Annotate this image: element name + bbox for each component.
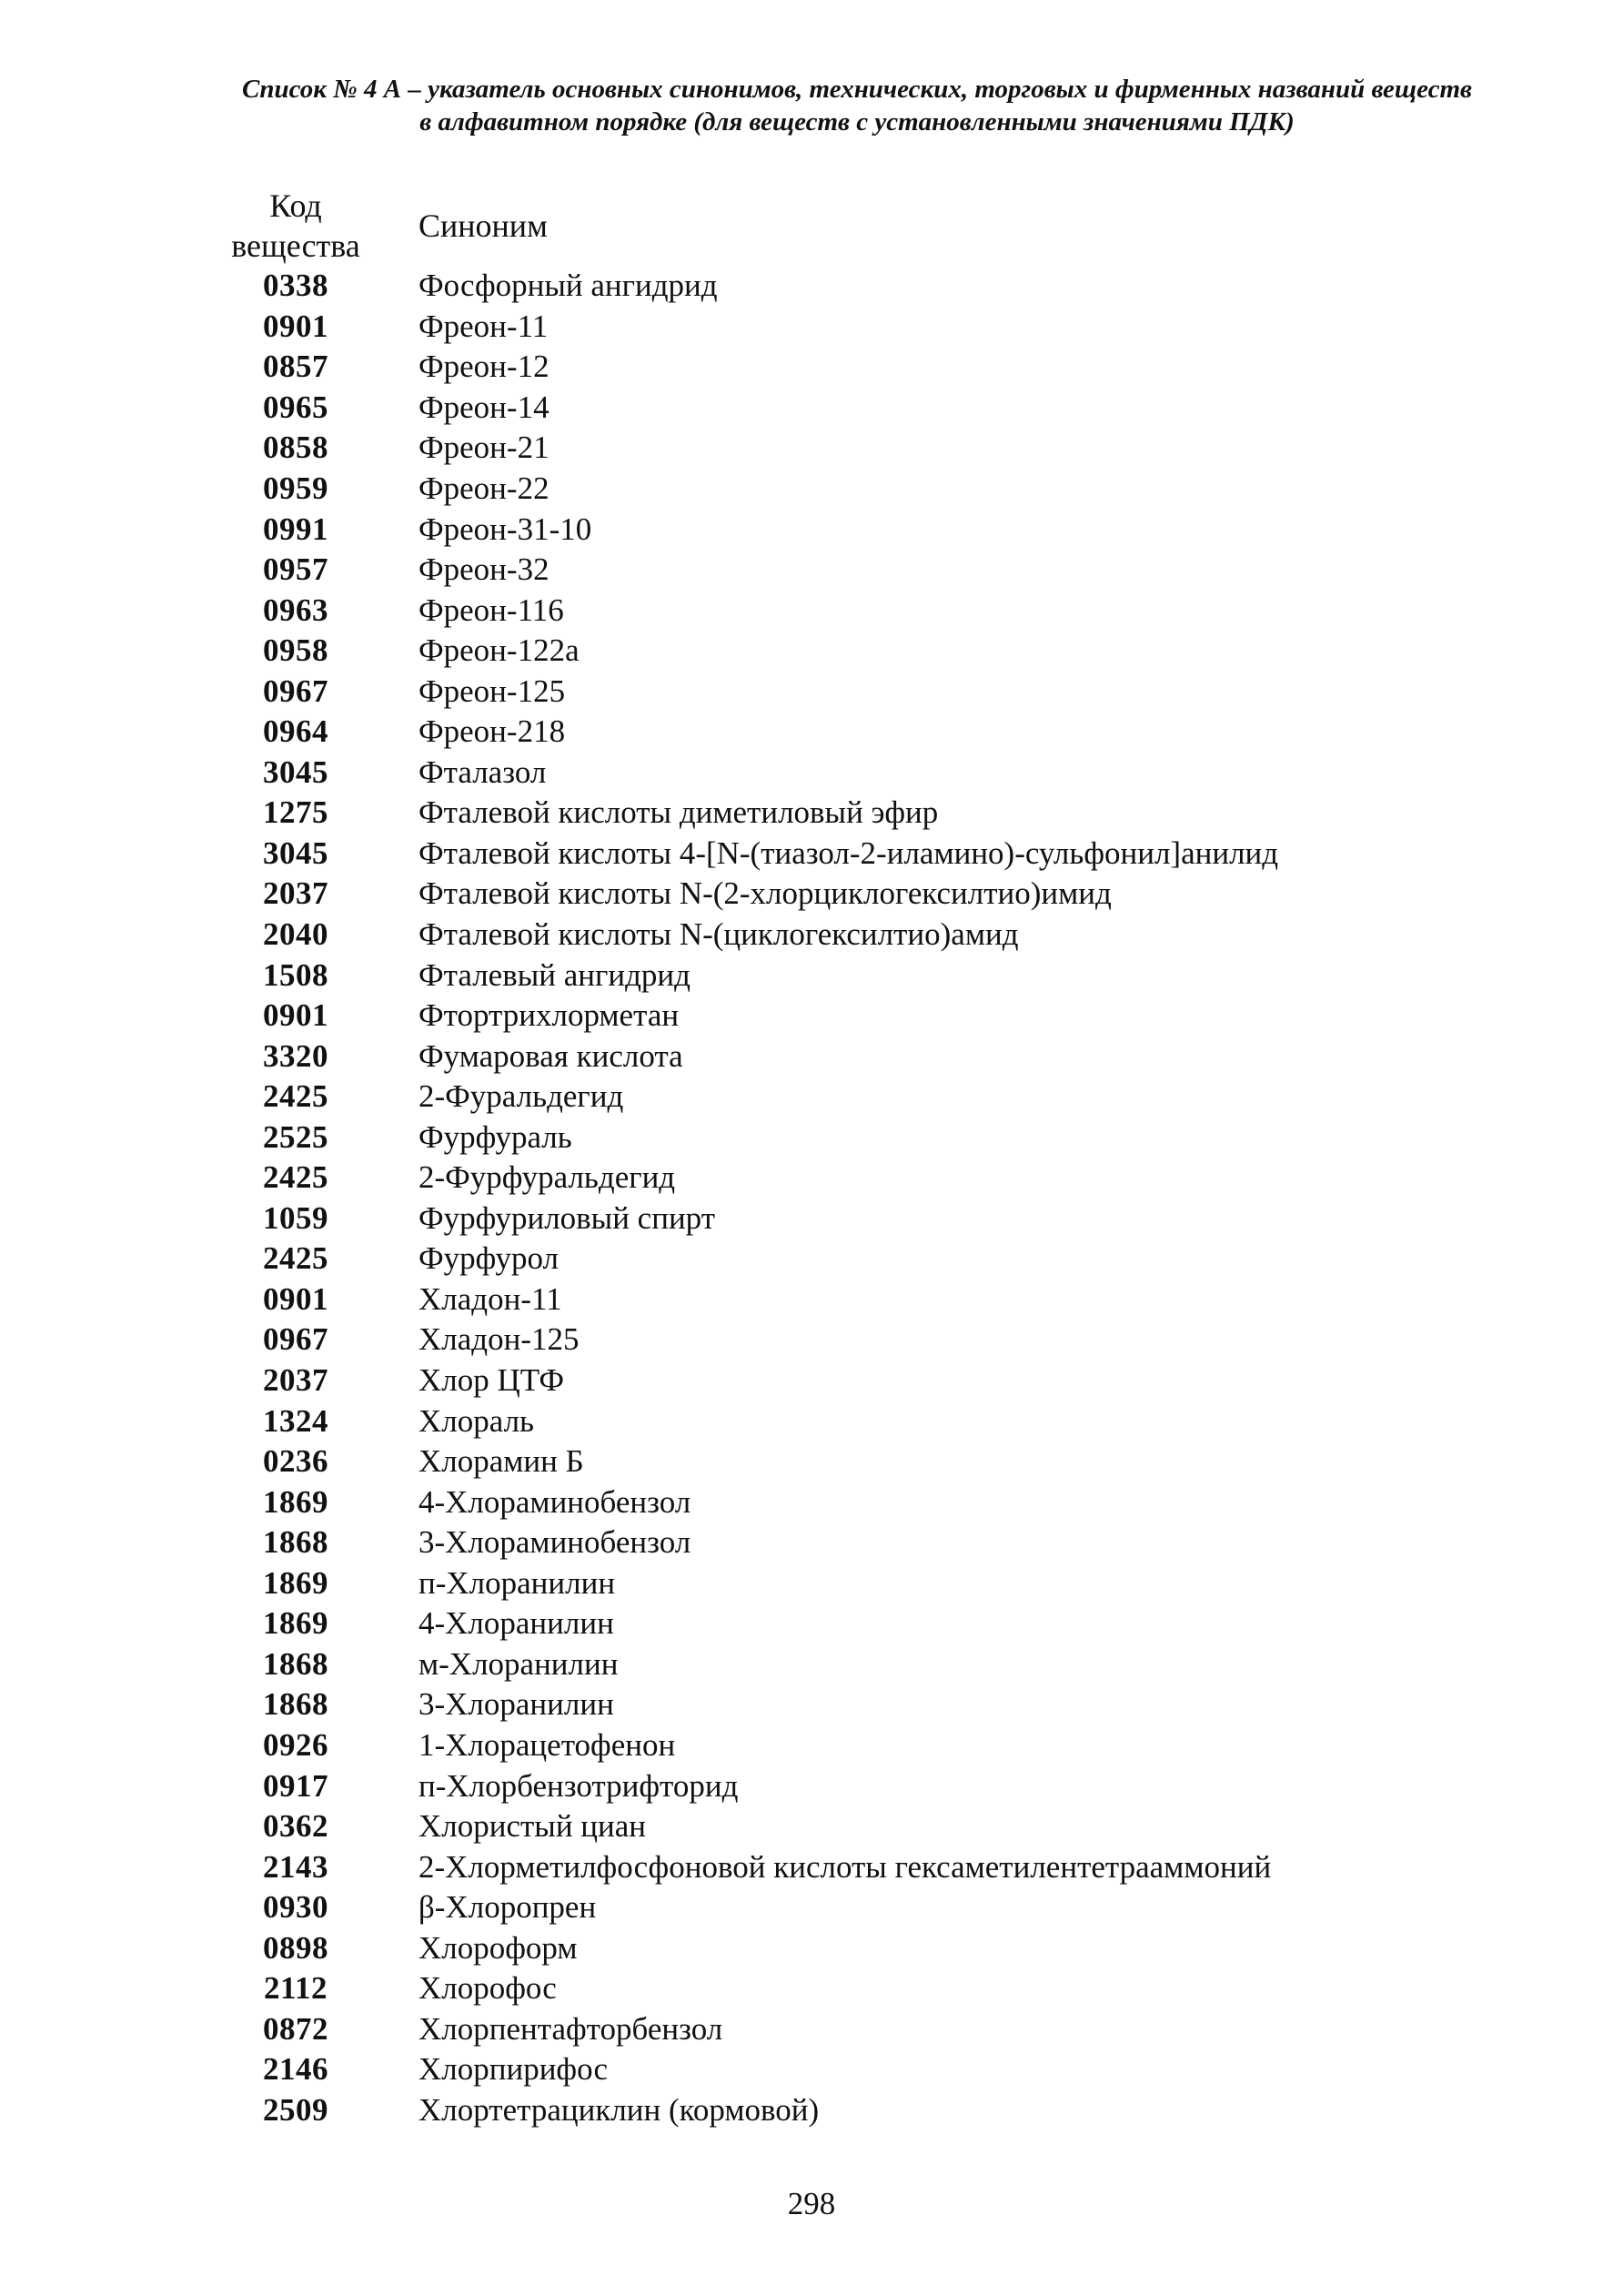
substance-code: 1868	[263, 1645, 328, 1682]
substance-code: 0967	[263, 673, 328, 709]
substance-code: 1868	[263, 1686, 328, 1723]
column-header-code-line2: вещества	[231, 228, 360, 264]
table-row	[218, 469, 1537, 510]
synonym-name: Фреон-21	[418, 430, 549, 466]
substance-code: 1869	[263, 1564, 328, 1601]
table-row	[218, 307, 1537, 348]
table-row	[218, 2090, 1537, 2131]
synonym-name: Фосфорный ангидрид	[418, 268, 718, 304]
table-row	[218, 1644, 1537, 1685]
substance-code: 0901	[263, 997, 328, 1034]
table-row	[218, 1239, 1537, 1279]
substance-code: 0917	[263, 1767, 328, 1804]
page-header	[136, 73, 1578, 138]
column-header-code-line1: Код	[269, 187, 322, 224]
table-row	[218, 955, 1537, 996]
synonym-name: Хлороформ	[418, 1929, 578, 1966]
synonym-name: 4-Хлоранилин	[418, 1605, 614, 1642]
substance-code: 0236	[263, 1443, 328, 1480]
substance-code: 0958	[263, 632, 328, 669]
table-row	[218, 1522, 1537, 1563]
substance-code: 1275	[263, 794, 328, 831]
substance-code: 2037	[263, 875, 328, 912]
synonym-name: Хлортетрациклин (кормовой)	[418, 2091, 820, 2128]
table-row	[218, 1765, 1537, 1806]
table-header	[218, 186, 1492, 268]
synonym-name: Хлор ЦТФ	[418, 1362, 565, 1399]
substance-code: 0964	[263, 713, 328, 750]
table-row	[218, 1482, 1537, 1522]
synonym-name: Фталазол	[418, 754, 547, 790]
synonym-name: Хладон-125	[418, 1321, 580, 1358]
table-row	[218, 1846, 1537, 1887]
synonym-name: Хлорофос	[418, 1970, 557, 2007]
substance-code: 2040	[263, 916, 328, 953]
substance-code: 0963	[263, 592, 328, 628]
table-row	[218, 1603, 1537, 1644]
page-number: 298	[787, 2186, 836, 2221]
substance-code: 0930	[263, 1889, 328, 1926]
table-row	[218, 347, 1537, 388]
synonym-name: Фталевой кислоты диметиловый эфир	[418, 794, 939, 831]
substance-code: 2425	[263, 1240, 328, 1277]
synonym-name: 3-Хлораминобензол	[418, 1524, 691, 1561]
substance-code: 2143	[263, 1848, 328, 1885]
synonym-name: Фреон-122а	[418, 632, 580, 669]
table-row	[218, 1117, 1537, 1158]
substance-code: 0898	[263, 1929, 328, 1966]
synonym-name: Фреон-116	[418, 592, 564, 628]
synonym-name: 2-Хлорметилфосфоновой кислоты гексаметилентетрааммоний	[418, 1848, 1272, 1885]
substance-code: 3045	[263, 754, 328, 790]
synonym-name: Хлорамин Б	[418, 1443, 584, 1480]
substance-code: 0858	[263, 430, 328, 466]
synonym-name: Хлорпирифос	[418, 2051, 609, 2088]
table-row	[218, 1158, 1537, 1199]
synonym-name: Фурфураль	[418, 1118, 572, 1155]
table-row	[218, 671, 1537, 712]
substance-code: 0857	[263, 349, 328, 385]
substance-code: 0901	[263, 1280, 328, 1317]
table-row	[218, 428, 1537, 469]
synonym-name: Фумаровая кислота	[418, 1037, 683, 1074]
synonym-name: м-Хлоранилин	[418, 1645, 619, 1682]
synonym-table	[218, 266, 1537, 2130]
synonym-name: Хладон-11	[418, 1280, 562, 1317]
substance-code: 3045	[263, 834, 328, 871]
table-row	[218, 834, 1537, 875]
table-row	[218, 915, 1537, 956]
substance-code: 0901	[263, 308, 328, 344]
table-row	[218, 996, 1537, 1037]
substance-code: 0362	[263, 1808, 328, 1845]
table-row	[218, 631, 1537, 672]
synonym-name: Фталевой кислоты N-(2-хлорциклогексилтио)имид	[418, 875, 1112, 912]
synonym-name: 2-Фурфуральдегид	[418, 1159, 676, 1196]
substance-code: 1324	[263, 1402, 328, 1439]
table-row	[218, 590, 1537, 631]
synonym-name: Фреон-11	[418, 308, 549, 344]
synonym-name: Фреон-32	[418, 551, 549, 588]
table-row	[218, 1401, 1537, 1441]
synonym-name: Фреон-22	[418, 470, 549, 506]
synonym-name: β-Хлоропрен	[418, 1889, 597, 1926]
table-row	[218, 266, 1537, 307]
substance-code: 1059	[263, 1199, 328, 1236]
substance-code: 2425	[263, 1159, 328, 1196]
synonym-name: Фреон-125	[418, 673, 566, 709]
synonym-name: Хлористый циан	[418, 1808, 647, 1845]
table-row	[218, 1360, 1537, 1401]
substance-code: 0965	[263, 389, 328, 425]
substance-code: 1869	[263, 1483, 328, 1520]
table-row	[218, 1887, 1537, 1928]
substance-code: 0957	[263, 551, 328, 588]
substance-code: 2509	[263, 2091, 328, 2128]
table-row	[218, 1968, 1537, 2009]
synonym-name: Фурфуриловый спирт	[418, 1199, 716, 1236]
substance-code: 1508	[263, 956, 328, 993]
column-header-synonym: Синоним	[418, 207, 548, 244]
column-header-code	[218, 186, 373, 266]
table-row	[218, 1684, 1537, 1725]
table-row	[218, 1320, 1537, 1360]
table-row	[218, 550, 1537, 591]
synonym-name: 3-Хлоранилин	[418, 1686, 614, 1723]
substance-code: 2112	[263, 1970, 328, 2007]
substance-code: 3320	[263, 1037, 328, 1074]
substance-code: 0959	[263, 470, 328, 506]
table-row	[218, 1077, 1537, 1118]
synonym-name: п-Хлоранилин	[418, 1564, 616, 1601]
substance-code: 0991	[263, 511, 328, 547]
substance-code: 0967	[263, 1321, 328, 1358]
synonym-name: Фреон-31-10	[418, 511, 592, 547]
substance-code: 2525	[263, 1118, 328, 1155]
synonym-name: Фреон-218	[418, 713, 566, 750]
table-row	[218, 712, 1537, 753]
header-line-2: в алфавитном порядке (для веществ с установленными значениями ПДК)	[419, 107, 1295, 137]
table-row	[218, 793, 1537, 834]
synonym-name: Фтортрихлорметан	[418, 997, 680, 1034]
table-row	[218, 1279, 1537, 1320]
table-row	[218, 509, 1537, 550]
table-row	[218, 874, 1537, 915]
table-row	[218, 1441, 1537, 1482]
synonym-name: п-Хлорбензотрифторид	[418, 1767, 739, 1804]
table-row	[218, 1725, 1537, 1766]
table-row	[218, 388, 1537, 429]
synonym-name: Хлорпентафторбензол	[418, 2010, 723, 2047]
synonym-name: 4-Хлораминобензол	[418, 1483, 691, 1520]
substance-code: 2425	[263, 1078, 328, 1115]
synonym-name: Фреон-14	[418, 389, 549, 425]
table-row	[218, 753, 1537, 794]
table-row	[218, 2049, 1537, 2090]
synonym-name: Хлораль	[418, 1402, 535, 1439]
substance-code: 1869	[263, 1605, 328, 1642]
synonym-name: Фталевый ангидрид	[418, 956, 691, 993]
synonym-name: Фурфурол	[418, 1240, 559, 1277]
table-row	[218, 2009, 1537, 2050]
synonym-name: Фталевой кислоты N-(циклогексилтио)амид	[418, 916, 1019, 953]
table-row	[218, 1806, 1537, 1847]
header-line-1: Список № 4 А – указатель основных синонимов, технических, торговых и фирменных названий веществ	[242, 75, 1472, 104]
substance-code: 0872	[263, 2010, 328, 2047]
substance-code: 1868	[263, 1524, 328, 1561]
table-row	[218, 1927, 1537, 1968]
substance-code: 0926	[263, 1726, 328, 1763]
synonym-name: 2-Фуральдегид	[418, 1078, 624, 1115]
table-row	[218, 1199, 1537, 1239]
synonym-name: 1-Хлорацетофенон	[418, 1726, 676, 1763]
synonym-name: Фреон-12	[418, 349, 549, 385]
substance-code: 2146	[263, 2051, 328, 2088]
table-row	[218, 1563, 1537, 1604]
table-row	[218, 1036, 1537, 1077]
synonym-name: Фталевой кислоты 4-[N-(тиазол-2-иламино)-сульфонил]анилид	[418, 834, 1279, 871]
substance-code: 2037	[263, 1362, 328, 1399]
substance-code: 0338	[263, 268, 328, 304]
